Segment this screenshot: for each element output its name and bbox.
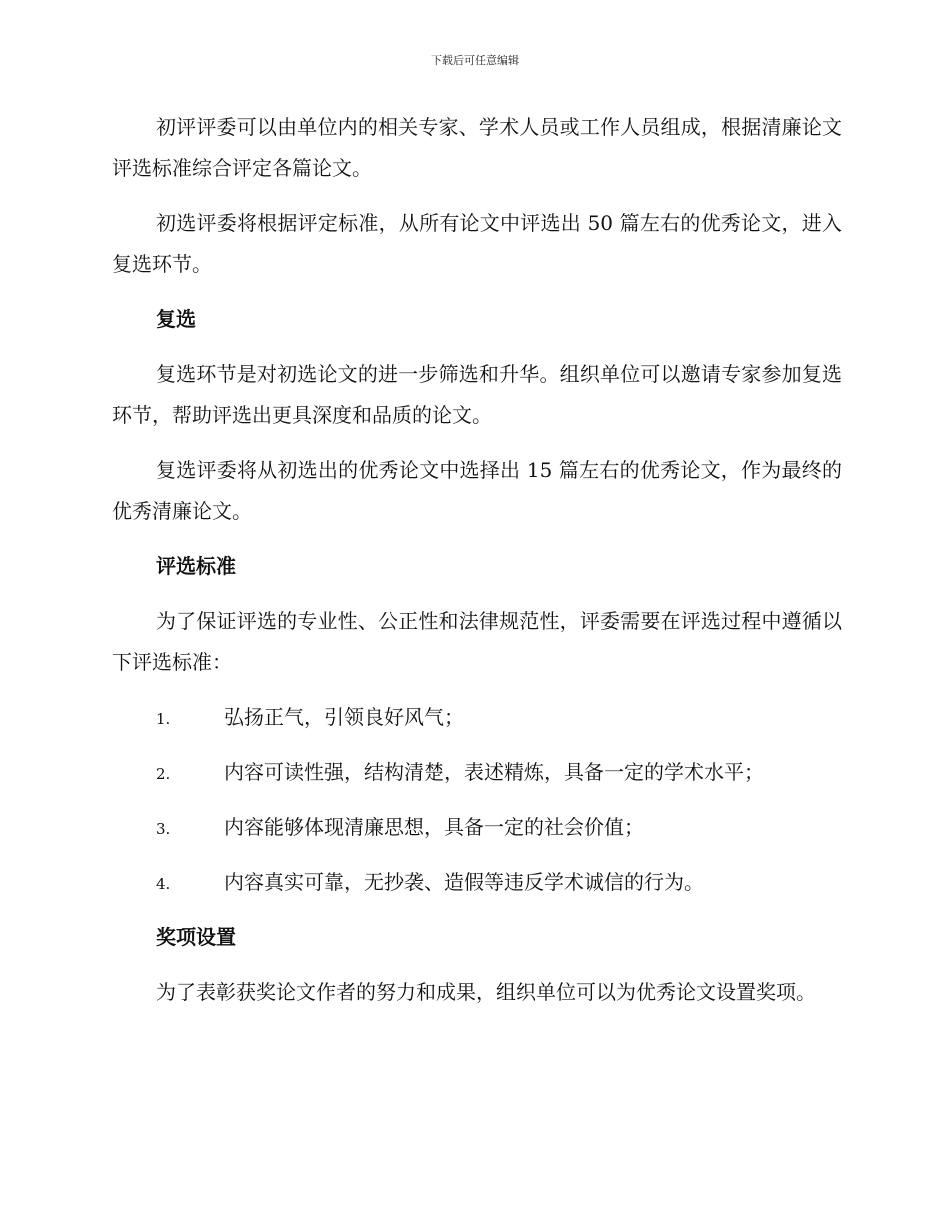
list-item xyxy=(112,697,842,752)
list-item xyxy=(112,862,842,917)
list-item-text: 内容可读性强，结构清楚，表述精炼，具备一定的学术水平； xyxy=(224,760,764,784)
paragraph-second-round-intro: 复选环节是对初选论文的进一步筛选和升华。组织单位可以邀请专家参加复选环节，帮助评选出更具深度和品质的论文。 xyxy=(112,362,842,427)
list-item-number: 3. xyxy=(156,820,171,838)
paragraph-criteria-intro: 为了保证评选的专业性、公正性和法律规范性，评委需要在评选过程中遵循以下评选标准： xyxy=(112,609,842,674)
list-item-text: 内容真实可靠，无抄袭、造假等违反学术诚信的行为。 xyxy=(224,870,704,894)
header-note: 下载后可任意编辑 xyxy=(431,54,519,67)
list-item xyxy=(112,752,842,807)
list-item-number: 4. xyxy=(156,875,171,893)
list-item-text: 内容能够体现清廉思想，具备一定的社会价值； xyxy=(224,815,644,839)
document-body xyxy=(112,107,842,1013)
paragraph-awards: 为了表彰获奖论文作者的努力和成果，组织单位可以为优秀论文设置奖项。 xyxy=(156,980,816,1004)
heading-awards: 奖项设置 xyxy=(156,925,236,949)
list-item-text: 弘扬正气，引领良好风气； xyxy=(224,705,464,729)
paragraph-second-round-selection: 复选评委将从初选出的优秀论文中选择出 15 篇左右的优秀论文，作为最终的优秀清廉论文。 xyxy=(112,458,842,523)
criteria-list xyxy=(112,697,842,917)
paragraph-initial-judges: 初评评委可以由单位内的相关专家、学术人员或工作人员组成，根据清廉论文评选标准综合评定各篇论文。 xyxy=(112,115,842,180)
list-item xyxy=(112,807,842,862)
list-item-number: 1. xyxy=(156,710,171,728)
heading-criteria: 评选标准 xyxy=(156,554,236,578)
list-item-number: 2. xyxy=(156,765,171,783)
paragraph-initial-selection: 初选评委将根据评定标准，从所有论文中评选出 50 篇左右的优秀论文，进入复选环节。 xyxy=(112,211,842,276)
heading-second-round: 复选 xyxy=(156,307,196,331)
